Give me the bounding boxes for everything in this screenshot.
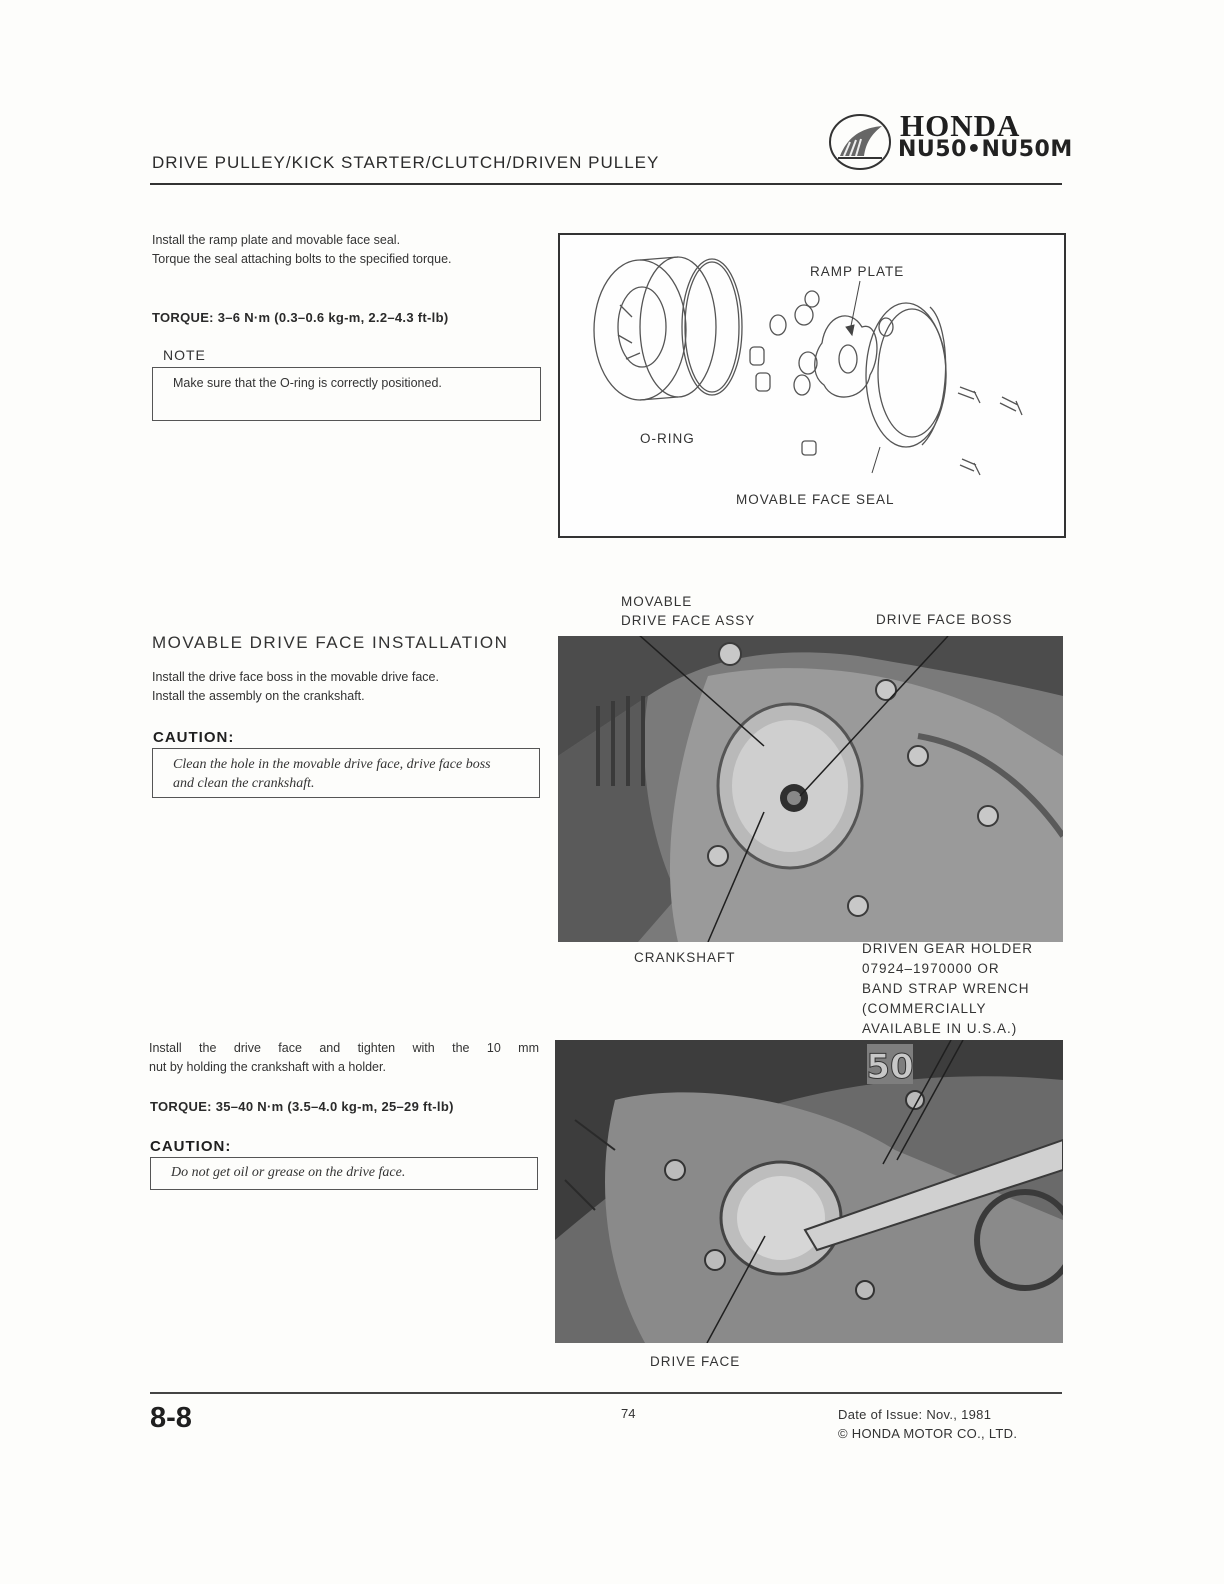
- page-number: 74: [621, 1406, 636, 1421]
- section-heading: MOVABLE DRIVE FACE INSTALLATION: [152, 633, 509, 652]
- caution-label-2: CAUTION:: [150, 1138, 232, 1155]
- note-label: NOTE: [163, 347, 206, 363]
- caution-box: [152, 748, 540, 798]
- note-box: [152, 367, 541, 421]
- note-text: Make sure that the O-ring is correctly positioned.: [173, 376, 442, 390]
- copyright: © HONDA MOTOR CO., LTD.: [838, 1426, 1018, 1441]
- photo-drive-face-tightening: [555, 1040, 1063, 1343]
- section1-line1: Install the ramp plate and movable face seal.: [152, 233, 401, 247]
- section3-line1: Install the drive face and tighten with the 10 mm: [149, 1041, 539, 1055]
- footer-rule: [150, 1392, 1062, 1394]
- label-holder-line2: 07924–1970000 OR: [862, 961, 1000, 976]
- page-code: 8-8: [150, 1402, 192, 1434]
- label-holder-line4: (COMMERCIALLY: [862, 1001, 987, 1016]
- label-holder-line3: BAND STRAP WRENCH: [862, 981, 1030, 996]
- label-drive-face-assy: DRIVE FACE ASSY: [621, 613, 756, 628]
- section2-line2: Install the assembly on the crankshaft.: [152, 689, 365, 703]
- caution-text: Clean the hole in the movable drive face, drive face boss and clean the crankshaft.: [173, 757, 491, 791]
- section1-paragraph: [152, 231, 542, 269]
- label-drive-face-boss: DRIVE FACE BOSS: [876, 612, 1013, 627]
- label-ramp-plate: RAMP PLATE: [810, 264, 905, 279]
- issue-block: [838, 1405, 1017, 1443]
- brand-name: HONDA: [900, 108, 1021, 143]
- photo-engine-case-2: [555, 1040, 1063, 1343]
- section3-torque: TORQUE: 35–40 N·m (3.5–4.0 kg-m, 25–29 ft-lb): [150, 1099, 454, 1114]
- label-drive-face: DRIVE FACE: [650, 1354, 741, 1369]
- caution-text-2: Do not get oil or grease on the drive face.: [171, 1165, 406, 1180]
- section3-line2: nut by holding the crankshaft with a holder.: [149, 1060, 386, 1074]
- model-name: NU50•NU50M: [898, 137, 1073, 162]
- label-holder-line1: DRIVEN GEAR HOLDER: [862, 941, 1034, 956]
- section2-paragraph: [152, 668, 544, 706]
- section-title: DRIVE PULLEY/KICK STARTER/CLUTCH/DRIVEN PULLEY: [152, 153, 660, 172]
- casting-mark-50: 50: [866, 1047, 914, 1087]
- label-holder-block: [862, 939, 1033, 1039]
- caution-label: CAUTION:: [153, 729, 235, 746]
- exploded-diagram: [558, 233, 1066, 538]
- label-holder-line5: AVAILABLE IN U.S.A.): [862, 1021, 1018, 1036]
- label-o-ring: O-RING: [640, 431, 695, 446]
- section2-line1: Install the drive face boss in the movable drive face.: [152, 670, 439, 684]
- photo-drive-face-assembly: [558, 636, 1063, 942]
- section1-torque: TORQUE: 3–6 N·m (0.3–0.6 kg-m, 2.2–4.3 ft-lb): [152, 310, 449, 325]
- caution-box-2: [150, 1157, 538, 1190]
- label-movable: MOVABLE: [621, 594, 693, 609]
- section1-line2: Torque the seal attaching bolts to the specified torque.: [152, 252, 452, 266]
- section3-paragraph: [149, 1039, 539, 1077]
- header-rule: [150, 183, 1062, 185]
- honda-wing-icon: [826, 112, 894, 172]
- label-crankshaft: CRANKSHAFT: [634, 950, 736, 965]
- label-movable-face-seal: MOVABLE FACE SEAL: [736, 492, 895, 507]
- issue-date: Date of Issue: Nov., 1981: [838, 1407, 992, 1422]
- photo-engine-case-1: [558, 636, 1063, 942]
